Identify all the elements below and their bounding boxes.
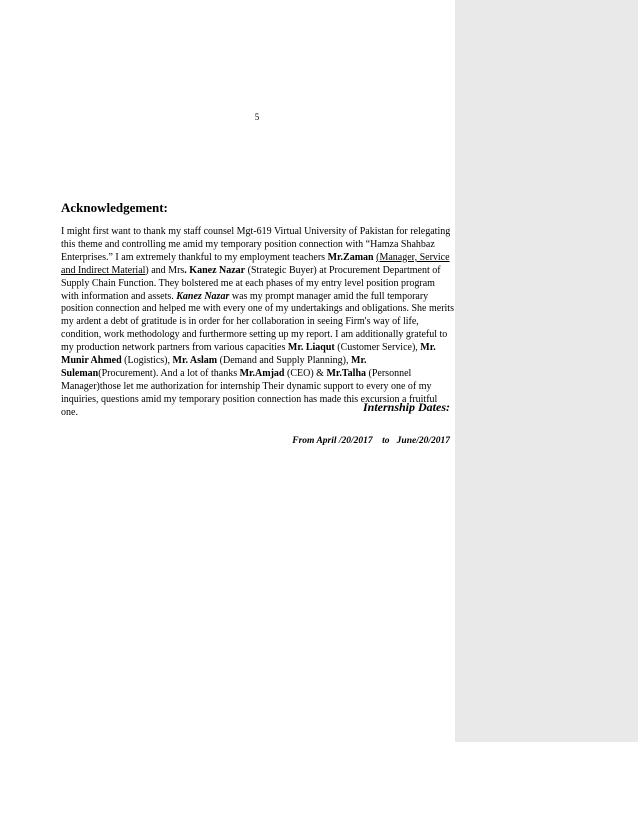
text-segment: (Strategic Buyer) at Procurement Department of Supply Chain Function. They bolstered me at each phases of my entry level position program with information and assets.: [61, 264, 441, 302]
page-number: 5: [254, 112, 260, 122]
name-talha: Mr.Talha: [326, 367, 367, 379]
text-segment: (Personnel Manager)those let me authorization for internship Their dynamic support to every one of my inquiries, questions amid my temporary position connection has made this excursion a fruitful one.: [61, 367, 438, 418]
text-segment: (Demand and Supply Planning),: [217, 355, 352, 367]
text-segment: (Customer Service),: [334, 342, 421, 354]
comment-pane: [455, 0, 638, 742]
name-suleman: Mr. Suleman: [61, 355, 367, 379]
name-munir: Mr. Munir Ahmed: [61, 342, 436, 367]
name-amjad: Mr.Amjad: [239, 367, 285, 379]
name-aslam: Mr. Aslam: [172, 355, 218, 367]
name-zaman: Mr.Zaman: [327, 251, 374, 263]
text-segment: (Logistics),: [121, 355, 173, 367]
acknowledgement-paragraph: [61, 226, 455, 420]
name-kanez: . Kanez Nazar: [184, 264, 246, 276]
text-segment: was my prompt manager amid the full temporary position connection and helped me with every one of my undertakings and obligations. She merits my ardent a debt of gratitude is in order for her collaboration in seeing Firm's way of life, condition, work methodology and furthermore setting up my report. I am additionally grateful to my production network partners from various capacities: [61, 290, 454, 354]
internship-dates-line: From April /20/2017 to June/20/2017: [292, 436, 450, 446]
internship-dates-title: Internship Dates:: [362, 400, 450, 414]
text-segment: ) and Mrs: [145, 264, 185, 276]
text-segment: (CEO) &: [284, 367, 327, 379]
zaman-title: (Manager, Service and Indirect Material: [61, 251, 450, 276]
text-segment: I might first want to thank my staff counsel Mgt-619 Virtual University of Pakistan for relegating this theme and controlling me amid my temporary position connection with “Hamza Shahbaz Enterprises.” I am extremely thankful to my employment teachers: [61, 226, 451, 263]
name-liaqut: Mr. Liaqut: [287, 342, 335, 354]
text-segment: (Procurement). And a lot of thanks: [98, 367, 240, 379]
acknowledgement-heading: Acknowledgement:: [61, 200, 168, 215]
name-kanez-italic: Kanez Nazar: [176, 290, 230, 302]
